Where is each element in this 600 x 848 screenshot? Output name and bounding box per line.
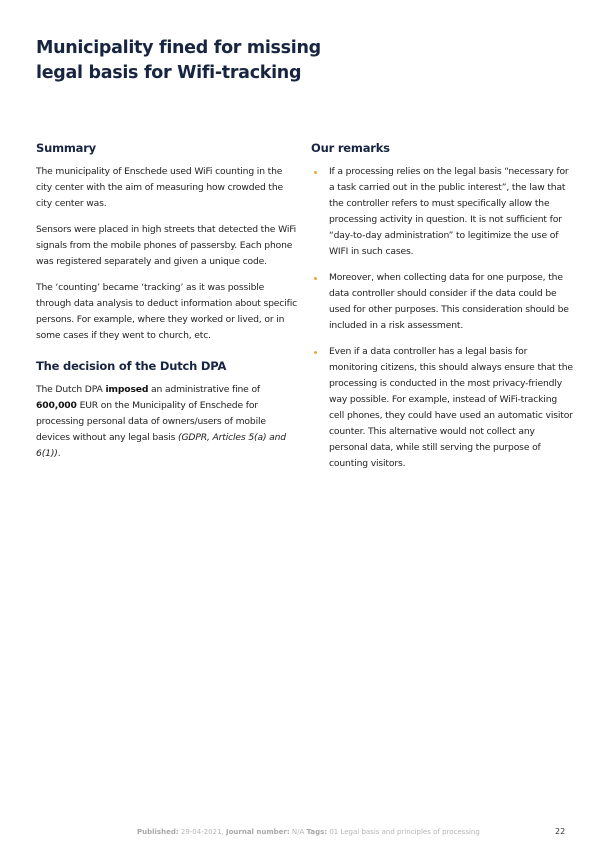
- journal-label: Journal number:: [226, 828, 290, 836]
- decision-text-3: EUR on the Municipality of Enschede for processing personal data of owners/users of mobile devices without any legal basis: [36, 400, 266, 443]
- remark-text: Even if a data controller has a legal basis for monitoring citizens, this should always ensure that the processing is conducted in the most privacy-friendly way possible. For example, instead of WiFi-tracking cell phones, they could have used an automatic visitor counter. This alternative would not collect any personal data, while still serving the purpose of counting visitors.: [329, 346, 573, 469]
- decision-text-2: an administrative fine of: [148, 384, 261, 395]
- page-number: 22: [555, 827, 566, 836]
- decision-paragraph: [36, 382, 298, 462]
- remarks-list: [311, 164, 573, 472]
- tags-label: Tags:: [306, 828, 328, 836]
- bullet-dot-icon: [314, 351, 317, 354]
- bullet-dot-icon: [314, 171, 317, 174]
- published-date: 29-04-2021,: [178, 828, 226, 836]
- published-label: Published:: [137, 828, 179, 836]
- remark-item: [311, 344, 573, 472]
- fine-amount: 600,000: [36, 400, 77, 411]
- summary-paragraph-2: Sensors were placed in high streets that detected the WiFi signals from the mobile phones of passersby. Each phone was registered separately and given a unique code.: [36, 224, 297, 267]
- left-column: [36, 140, 298, 472]
- summary-paragraph-3: The ‘counting’ became ‘tracking’ as it was possible through data analysis to deduct information about specific persons. For example, where they worked or lived, or in some cases if they went to church, etc.: [36, 282, 297, 341]
- remarks-heading: Our remarks: [311, 141, 390, 155]
- summary-heading: Summary: [36, 141, 96, 155]
- remark-item: [311, 164, 573, 260]
- summary-paragraph-1: The municipality of Enschede used WiFi counting in the city center with the aim of measuring how crowded the city center was.: [36, 166, 284, 209]
- journal-number: N/A: [289, 828, 307, 836]
- decision-heading: The decision of the Dutch DPA: [36, 359, 227, 373]
- right-column: [311, 140, 573, 482]
- page-title: Municipality fined for missing legal basis for Wifi-tracking: [36, 38, 321, 83]
- decision-imposed: imposed: [105, 384, 149, 395]
- tags-value: 01 Legal basis and principles of processing: [327, 828, 480, 836]
- footer-metadata: [137, 825, 480, 839]
- remark-text: Moreover, when collecting data for one purpose, the data controller should consider if the data could be used for other purposes. This consideration should be included in a risk assessment.: [329, 272, 569, 331]
- remark-text: If a processing relies on the legal basis “necessary for a task carried out in the public interest”, the law that the controller refers to must specifically allow the processing activity in question. It is not sufficient for “day-to-day administration” to legitimize the use of WIFI in such cases.: [329, 166, 569, 257]
- bullet-dot-icon: [314, 277, 317, 280]
- decision-text-1: The Dutch DPA: [36, 384, 106, 395]
- page-footer: [0, 825, 600, 839]
- decision-text-4: .: [57, 448, 61, 459]
- remark-item: [311, 270, 573, 334]
- gdpr-reference: (GDPR, Articles 5(a) and 6(1)): [36, 432, 286, 459]
